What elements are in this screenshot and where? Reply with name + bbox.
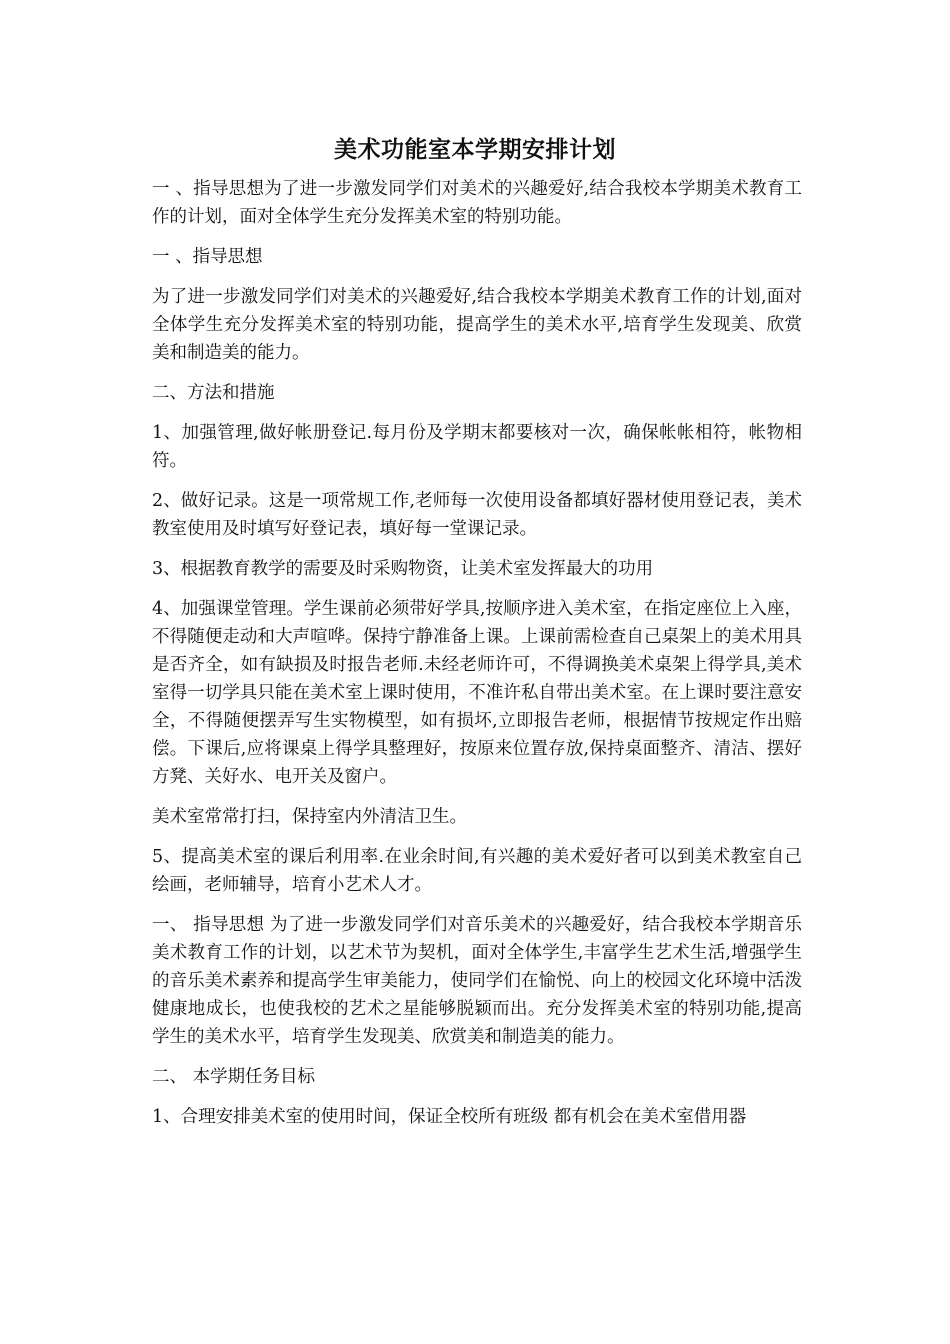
paragraph-method-1: 1、加强管理,做好帐册登记.每月份及学期末都要核对一次，确保帐帐相符，帐物相符。	[152, 423, 802, 471]
heading-methods: 二、方法和措施	[152, 383, 275, 403]
paragraph-method-5: 5、提高美术室的课后利用率.在业余时间,有兴趣的美术爱好者可以到美术教室自己绘画，老师辅导，培育小艺术人才。	[152, 847, 802, 895]
document-title: 美术功能室本学期安排计划	[334, 136, 616, 163]
paragraph-guiding-thought-2: 一、 指导思想 为了进一步激发同学们对音乐美术的兴趣爱好，结合我校本学期音乐美术教育工作的计划，以艺术节为契机，面对全体学生,丰富学生艺术生活,增强学生的音乐美术素养和提高学生审美能力，使同学们在愉悦、向上的校园文化环境中活泼健康地成长，也使我校的艺术之星能够脱颖而出。充分发挥美术室的特别功能,提高学生的美术水平，培育学生发现美、欣赏美和制造美的能力。	[152, 915, 802, 1047]
heading-semester-goals: 二、 本学期任务目标	[152, 1067, 316, 1087]
heading-guiding-thought: 一 、指导思想	[152, 247, 263, 267]
paragraph-goal-1: 1、合理安排美术室的使用时间，保证全校所有班级 都有机会在美术室借用器	[152, 1107, 747, 1127]
paragraph-method-2: 2、做好记录。这是一项常规工作,老师每一次使用设备都填好器材使用登记表，美术教室使用及时填写好登记表，填好每一堂课记录。	[152, 491, 802, 539]
paragraph-cleaning: 美术室常常打扫，保持室内外清洁卫生。	[152, 807, 467, 827]
paragraph-method-3: 3、根据教育教学的需要及时采购物资，让美术室发挥最大的功用	[152, 559, 654, 579]
paragraph-intro: 一 、指导思想为了进一步激发同学们对美术的兴趣爱好,结合我校本学期美术教育工作的计划，面对全体学生充分发挥美术室的特别功能。	[152, 179, 802, 227]
paragraph-guiding-thought: 为了进一步激发同学们对美术的兴趣爱好,结合我校本学期美术教育工作的计划,面对全体学生充分发挥美术室的特别功能，提高学生的美术水平,培育学生发现美、欣赏美和制造美的能力。	[152, 287, 802, 363]
paragraph-method-4: 4、加强课堂管理。学生课前必须带好学具,按顺序进入美术室，在指定座位上入座，不得随便走动和大声喧哗。保持宁静准备上课。上课前需检查自己桌架上的美术用具是否齐全，如有缺损及时报告老师.未经老师许可，不得调换美术桌架上得学具,美术室得一切学具只能在美术室上课时使用，不准许私自带出美术室。在上课时要注意安全，不得随便摆弄写生实物模型，如有损坏,立即报告老师，根据情节按规定作出赔偿。下课后,应将课桌上得学具整理好，按原来位置存放,保持桌面整齐、清洁、摆好方凳、关好水、电开关及窗户。	[152, 599, 802, 787]
document-body	[152, 175, 802, 1143]
